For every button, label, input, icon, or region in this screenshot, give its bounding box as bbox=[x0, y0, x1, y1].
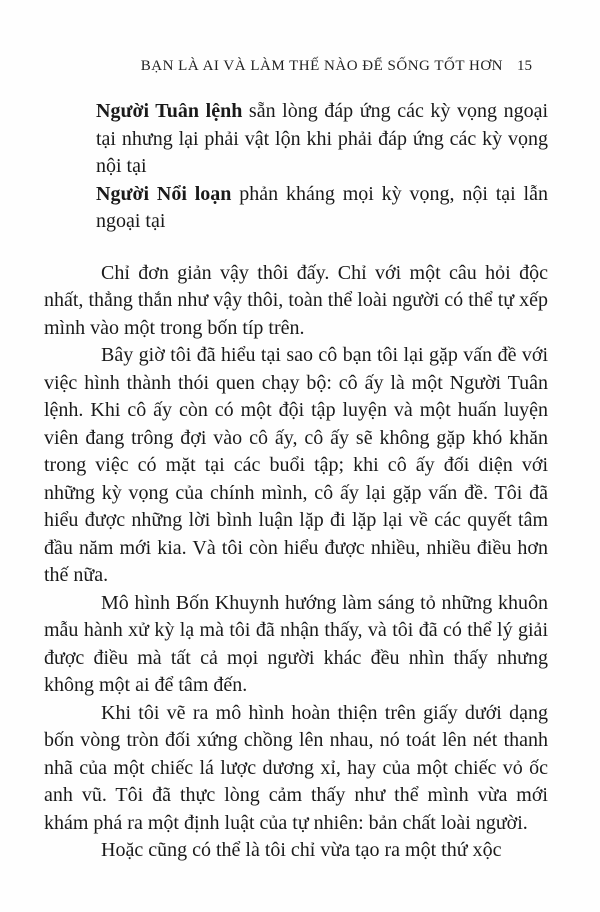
definition-rebel bbox=[96, 181, 548, 236]
paragraph: Chỉ đơn giản vậy thôi đấy. Chỉ với một câu hỏi độc nhất, thẳng thắn như vậy thôi, toàn thể loài người có thể tự xếp mình vào một trong bốn típ trên. bbox=[44, 261, 548, 339]
definition-description: sẵn lòng đáp ứng các kỳ vọng ngoại tại nhưng lại phải vật lộn khi phải đáp ứng các kỳ vọng nội tại bbox=[96, 100, 549, 177]
definition-term: Người Nổi loạn bbox=[96, 182, 232, 205]
running-header-title: BẠN LÀ AI VÀ LÀM THẾ NÀO ĐỂ SỐNG TỐT HƠN bbox=[140, 58, 503, 74]
definition-term: Người Tuân lệnh bbox=[96, 100, 243, 122]
paragraph: Bây giờ tôi đã hiểu tại sao cô bạn tôi lại gặp vấn đề với việc hình thành thói quen chạy bộ: cô ấy là một Người Tuân lệnh. Khi cô ấy còn có một đội tập luyện và một huấn luyện viên đang trông đợi vào cô ấy, cô ấy sẽ không gặp khó khăn trong việc có mặt tại các buổi tập; khi cô ấy đối diện với những kỳ vọng của chính mình, cô ấy lại gặp vấn đề. Tôi đã hiểu được những lời bình luận lặp đi lặp lại về các quyết tâm đầu năm mới kia. Và tôi còn hiểu được nhiều, nhiều điều hơn thế nữa. bbox=[44, 344, 548, 586]
paragraph: Mô hình Bốn Khuynh hướng làm sáng tỏ những khuôn mẫu hành xử kỳ lạ mà tôi đã nhận thấy, và tôi đã có thể lý giải được điều mà tất cả mọi người khác đều nhìn thấy nhưng không một ai để tâm đến. bbox=[44, 591, 548, 696]
definition-description: phản kháng mọi kỳ vọng, nội tại lẫn ngoại tại bbox=[96, 182, 548, 232]
running-header bbox=[44, 58, 548, 75]
paragraph: Hoặc cũng có thể là tôi chỉ vừa tạo ra một thứ xộc bbox=[101, 839, 502, 861]
definition-obliger bbox=[96, 98, 548, 181]
paragraph: Khi tôi vẽ ra mô hình hoàn thiện trên giấy dưới dạng bốn vòng tròn đối xứng chồng lên nhau, nó toát lên nét thanh nhã của một chiếc lá lược dương xỉ, hay của một chiếc vỏ ốc anh vũ. Tôi đã thực lòng cảm thấy như thể mình vừa mới khám phá ra một định luật của tự nhiên: bản chất loài người. bbox=[44, 701, 548, 834]
page-number: 15 bbox=[517, 58, 532, 74]
body-text bbox=[44, 260, 548, 865]
definition-block bbox=[96, 98, 548, 236]
